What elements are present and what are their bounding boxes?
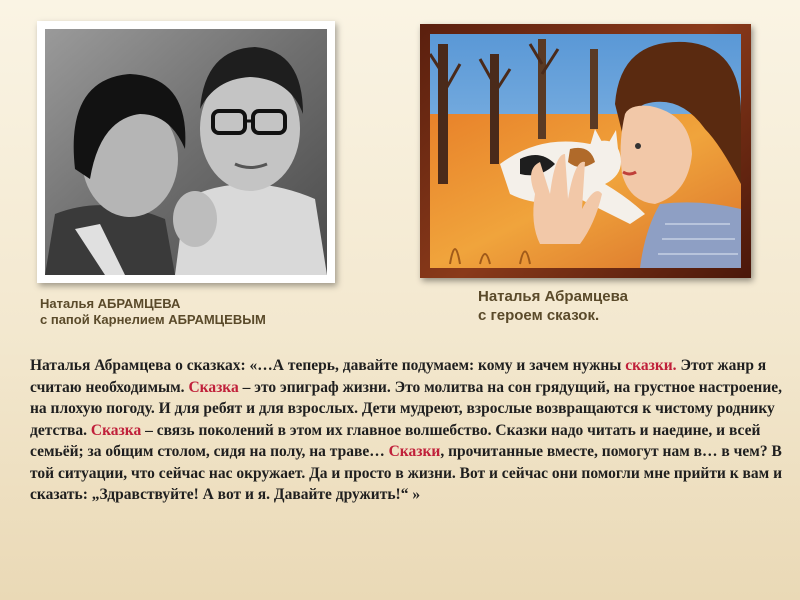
quote-highlight-4: Сказки — [388, 443, 441, 461]
caption-right-line2: с героем сказок. — [478, 306, 600, 324]
fairy-tale-quote — [30, 355, 788, 506]
caption-left-line1: Наталья АБРАМЦЕВА — [40, 296, 181, 311]
quote-text-1: Наталья Абрамцева о сказках: «…А теперь, давайте подумаем: кому и зачем нужны — [30, 357, 626, 374]
quote-highlight-3: Сказка — [90, 421, 142, 439]
quote-text-4: – связь поколений в этом их главное волшебство. Сказки надо читать и наедине, и всей семьёй; за общим столом, сидя на полу, на траве… — [30, 421, 761, 461]
quote-text-3: – это эпиграф жизни. Это молитва на сон грядущий, на грустное настроение, на плохую погоду. И для ребят и для взрослых. Дети мудреют, взрослые возвращаются к чистому роднику детства. — [30, 378, 783, 439]
painting-frame — [420, 24, 751, 278]
caption-left-photo — [40, 296, 266, 329]
quote-text-5: , прочитанные вместе, помогут нам в… в чем? В той ситуации, что сейчас нас окружает. Да и просто в жизни. Вот и сейчас они помогли мне прийти к вам и сказать: „Здравствуйте! А вот и я. Давайте дружить!“ » — [30, 443, 783, 504]
quote-text-2: Этот жанр я считаю необходимым. — [30, 357, 767, 396]
quote-highlight-2: Сказка — [188, 378, 239, 396]
caption-right-painting — [478, 288, 628, 326]
bw-photo-image — [45, 29, 327, 275]
painting-image — [430, 34, 741, 268]
caption-left-line2: с папой Карнелием АБРАМЦЕВЫМ — [40, 312, 266, 328]
quote-highlight-1: сказки. — [625, 357, 677, 374]
caption-right-line1: Наталья Абрамцева — [478, 288, 628, 305]
photo-natalia-and-father — [37, 21, 335, 283]
